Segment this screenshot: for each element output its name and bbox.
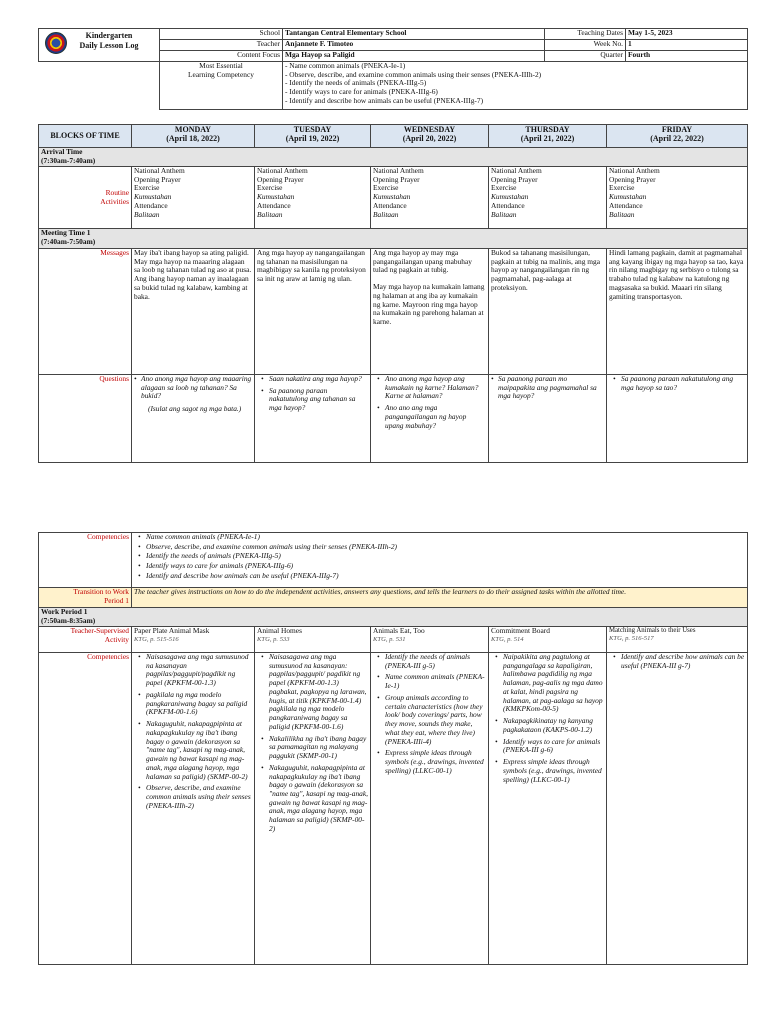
- document-title: [73, 31, 145, 51]
- routine-monday: [132, 167, 255, 229]
- transition-label: Transition to Work Period 1: [39, 588, 132, 608]
- questions-wednesday: [371, 375, 489, 463]
- routine-item: Exercise: [134, 183, 160, 193]
- message-thursday: Bukod sa tahanang masisilungan, pagkain at tubig na malinis, ang mga hayop ay nangangailangan rin ng pagmamahal, pag-aalaga at proteksiyon.: [489, 249, 607, 375]
- competency-item: • Identify ways to care for animals (PNEKA-IIIg-6): [134, 562, 745, 571]
- week-value: 1: [626, 40, 748, 51]
- competency-item: • Identify the needs of animals (PNEKA-III g-5): [373, 653, 486, 670]
- routine-item: Attendance: [491, 200, 525, 210]
- routine-item: National Anthem: [257, 166, 308, 175]
- questions-monday: [132, 375, 255, 463]
- day-header-wednesday: WEDNESDAY (April 20, 2022): [371, 125, 489, 148]
- competencies-monday: [132, 653, 255, 965]
- message-monday: May iba't ibang hayop sa ating paligid. May mga hayop na maaaring alagaan sa loob ng tahanan tulad ng aso at pusa. Ang ibang hayop naman ay inaalagaan sa bukid tulad ng kalabaw, kambing at baka.: [132, 249, 255, 375]
- dates-value: May 1-5, 2023: [626, 29, 748, 40]
- school-label: School: [160, 29, 283, 40]
- routine-wednesday: [371, 167, 489, 229]
- routine-item: Exercise: [491, 183, 517, 193]
- transition-text: The teacher gives instructions on how to do the independent activities, answers any questions, and tells the learners to do their assigned tasks within the allotted time.: [132, 588, 748, 608]
- competencies-list: [132, 533, 748, 588]
- competency-item: • Naisasagawa ang mga sumusunod na kasanayan: pagpilas/paggupit/ pagdikit ng papel (KPKFM-00-1.3) pagbakat, pagkopya ng larawan, hugis, at titik (KPKFM-00-1.4) pagkilala ng mga modelo pangkaraniwang bagay sa paligid (KPKFM-00-1.6): [257, 653, 368, 732]
- routine-item: Kumustahan: [491, 192, 529, 202]
- day-header-tuesday: TUESDAY (April 19, 2022): [255, 125, 371, 148]
- competency-item: • Express simple ideas through symbols (e.g., drawings, invented spelling) (LLKC-00-1): [373, 749, 486, 775]
- mel-item: - Identify the needs of animals (PNEKA-IIIg-5): [285, 78, 427, 88]
- dates-label: Teaching Dates: [545, 29, 626, 40]
- routine-item: National Anthem: [373, 166, 424, 175]
- arrival-time-band: Arrival Time (7:30am-7:40am): [39, 148, 748, 167]
- question-item: • Sa paanong paraan mo maipapakita ang pagmamahal sa mga hayop?: [491, 375, 604, 401]
- competency-item: • Naisasagawa ang mga sumusunod na kasanayan pagpilas/paggupit/pagdikit ng papel (KPKFM-00-1.3): [134, 653, 252, 688]
- questions-friday: [607, 375, 748, 463]
- question-item: • Sa paanong paraan nakatutulong ang mga hayop sa tao?: [609, 375, 745, 392]
- work-period-table: [38, 532, 747, 965]
- schedule-table: [38, 124, 747, 463]
- messages-label: Messages: [39, 249, 132, 375]
- activity-tuesday: Animal Homes KTG, p. 533: [255, 627, 371, 653]
- competency-item: • Nakapagkikinatay ng kanyang pagkakataon (KAKPS-00-1.2): [491, 717, 604, 734]
- competency-item: • Name common animals (PNEKA-Ie-1): [134, 533, 745, 542]
- routine-item: Exercise: [609, 183, 635, 193]
- teacher-label: Teacher: [160, 40, 283, 51]
- blocks-of-time-header: BLOCKS OF TIME: [39, 125, 132, 148]
- competency-item: • Nakalilikha ng iba't ibang bagay sa pamamagitan ng malayang paggukit (SKMP-00-1): [257, 735, 368, 761]
- activity-friday: Matching Animals to their Uses KTG, p. 516-517: [607, 627, 748, 653]
- meeting-time-band: Meeting Time 1 (7:40am-7:50am): [39, 229, 748, 249]
- routine-item: National Anthem: [609, 166, 660, 175]
- routine-item: Opening Prayer: [257, 174, 304, 184]
- mel-item: - Identify and describe how animals can be useful (PNEKA-IIIg-7): [285, 95, 484, 105]
- quarter-label: Quarter: [545, 51, 626, 62]
- question-note: (Isulat ang sagot ng mga bata.): [148, 404, 242, 414]
- teacher-supervised-label: Teacher-Supervised Activity: [39, 627, 132, 653]
- questions-thursday: [489, 375, 607, 463]
- competency-item: • Identify the needs of animals (PNEKA-IIIg-5): [134, 552, 745, 561]
- message-tuesday: Ang mga hayop ay nangangailangan ng tahanan na masisilungan na magbibigay sa kanila ng proteksiyon sa init ng araw at lamig ng ulan.: [255, 249, 371, 375]
- routine-item: Attendance: [134, 200, 168, 210]
- dll-header: [38, 28, 747, 110]
- routine-item: Balitaan: [134, 209, 160, 219]
- routine-item: Kumustahan: [373, 192, 411, 202]
- week-label: Week No.: [545, 40, 626, 51]
- activity-thursday: Commitment Board KTG, p. 514: [489, 627, 607, 653]
- competencies-thursday: [489, 653, 607, 965]
- day-header-thursday: THURSDAY (April 21, 2022): [489, 125, 607, 148]
- competency-item: • pagkilala ng mga modelo pangkaraniwang bagay sa paligid (KPKFM-00-1.6): [134, 691, 252, 717]
- competency-item: • Naipakikita ang pagtulong at pangangalaga sa kapaligiran, halimbawa pagdidilig ng mga halaman, pag-aalis ng mga damo at kalat, hindi pagsira ng halaman, at pag-aalaga sa hayop (KMKPKom-00-5): [491, 653, 604, 714]
- deped-seal-icon: [45, 32, 67, 54]
- questions-label: Questions: [39, 375, 132, 463]
- focus-label: Content Focus: [160, 51, 283, 62]
- routine-item: Exercise: [257, 183, 283, 193]
- routine-item: Kumustahan: [609, 192, 647, 202]
- day-header-monday: MONDAY (April 18, 2022): [132, 125, 255, 148]
- competencies-wednesday: [371, 653, 489, 965]
- mel-item: - Identify ways to care for animals (PNEKA-IIIg-6): [285, 87, 438, 97]
- quarter-value: Fourth: [626, 51, 748, 62]
- routine-item: Opening Prayer: [134, 174, 181, 184]
- question-item: • Ano anong mga hayop ang maaaring alagaan sa loob ng tahanan? Sa bukid?: [134, 375, 252, 401]
- mel-item: - Observe, describe, and examine common animals using their senses (PNEKA-IIIh-2): [285, 69, 542, 79]
- routine-item: Attendance: [609, 200, 643, 210]
- activity-wednesday: Animals Eat, Too KTG, p. 531: [371, 627, 489, 653]
- routine-item: Balitaan: [609, 209, 635, 219]
- message-wednesday: Ang mga hayop ay may mga pangangailangan upang mabuhay tulad ng pagkain at tubig. May mga hayop na kumakain lamang ng halaman at ang iba ay kumakain ng karne. Mayroon ring mga hayop na kumakain ng parehong halaman at karne.: [371, 249, 489, 375]
- routine-item: National Anthem: [491, 166, 542, 175]
- mel-label: Most Essential Learning Competency: [160, 62, 283, 110]
- question-item: • Ano ano ang mga pangangailangan ng hayop upang mabuhay?: [373, 404, 486, 430]
- question-item: • Saan nakatira ang mga hayop?: [257, 375, 368, 384]
- routine-item: Opening Prayer: [609, 174, 656, 184]
- competency-item: • Nakaguguhit, nakapagpipinta at nakapagkukulay ng iba't ibang bagay o gawain (dekorasyon sa "name tag", kasapi ng mag-anak, gawain ng bawat kasapi ng mag-anak, mga alagang hayop, mga halaman sa paligid) (SKMP-00-2): [257, 764, 368, 834]
- routine-friday: [607, 167, 748, 229]
- competencies-friday: [607, 653, 748, 965]
- routine-item: Kumustahan: [257, 192, 295, 202]
- routine-item: Attendance: [257, 200, 291, 210]
- mel-list: [283, 62, 748, 110]
- competency-item: • Observe, describe, and examine common animals using their senses (PNEKA-IIIh-2): [134, 543, 745, 552]
- competencies-label-2: Competencies: [39, 653, 132, 965]
- mel-item: - Name common animals (PNEKA-Ie-1): [285, 61, 406, 70]
- competencies-label: Competencies: [39, 533, 132, 588]
- routine-item: Exercise: [373, 183, 399, 193]
- questions-tuesday: [255, 375, 371, 463]
- title-line-1: Kindergarten: [85, 31, 133, 40]
- activity-monday: Paper Plate Animal Mask KTG, p. 515-516: [132, 627, 255, 653]
- routine-item: Attendance: [373, 200, 407, 210]
- routine-tuesday: [255, 167, 371, 229]
- routine-item: Balitaan: [373, 209, 399, 219]
- routine-thursday: [489, 167, 607, 229]
- question-item: • Sa paanong paraan nakatutulong ang tahanan sa mga hayop?: [257, 387, 368, 413]
- routine-item: Kumustahan: [134, 192, 172, 202]
- teacher-value: Anjannete F. Timoteo: [283, 40, 545, 51]
- routine-item: National Anthem: [134, 166, 185, 175]
- competency-item: • Observe, describe, and examine common animals using their senses (PNEKA-IIIh-2): [134, 784, 252, 810]
- day-header-friday: FRIDAY (April 22, 2022): [607, 125, 748, 148]
- logo-cell: [39, 29, 160, 62]
- routine-item: Balitaan: [257, 209, 283, 219]
- work-period-band: Work Period 1 (7:50am-8:35am): [39, 608, 748, 627]
- focus-value: Mga Hayop sa Paligid: [283, 51, 545, 62]
- competency-item: • Identify and describe how animals can be useful (PNEKA-III g-7): [609, 653, 745, 670]
- competency-item: • Express simple ideas through symbols (e.g., drawings, invented spelling) (LLKC-00-1): [491, 758, 604, 784]
- competency-item: • Name common animals (PNEKA-Ie-1): [373, 673, 486, 690]
- routine-label: Routine Activities: [39, 167, 132, 229]
- routine-item: Opening Prayer: [491, 174, 538, 184]
- competency-item: • Nakaguguhit, nakapagpipinta at nakapagkukulay ng iba't ibang bagay o gawain (dekorasyon sa "name tag", kasapi ng mag-anak, gawain ng bawat kasapi ng mag-anak, mga alagang hayop, mga halaman sa paligid) (SKMP-00-2): [134, 720, 252, 781]
- message-friday: Hindi lamang pagkain, damit at pagmamahal ang kayang ibigay ng mga hayop sa tao, kaya rin nilang magbigay ng serbisyo o tulong sa trabaho tulad ng kalabaw na katulong ng magsasaka sa bukid. Maaari rin silang gamiting transportasyon.: [607, 249, 748, 375]
- competency-item: • Group animals according to certain characteristics (how they look/ body coverings/ parts, how they move, sounds they make, what they eat, where they live) (PNEKA-IIIi-4): [373, 694, 486, 746]
- competencies-tuesday: [255, 653, 371, 965]
- routine-item: Balitaan: [491, 209, 517, 219]
- school-value: Tantangan Central Elementary School: [283, 29, 545, 40]
- title-line-2: Daily Lesson Log: [79, 41, 139, 50]
- competency-item: • Identify and describe how animals can be useful (PNEKA-IIIg-7): [134, 572, 745, 581]
- question-item: • Ano anong mga hayop ang kumakain ng karne? Halaman? Karne at halaman?: [373, 375, 486, 401]
- competency-item: • Identify ways to care for animals (PNEKA-III g-6): [491, 738, 604, 755]
- routine-item: Opening Prayer: [373, 174, 420, 184]
